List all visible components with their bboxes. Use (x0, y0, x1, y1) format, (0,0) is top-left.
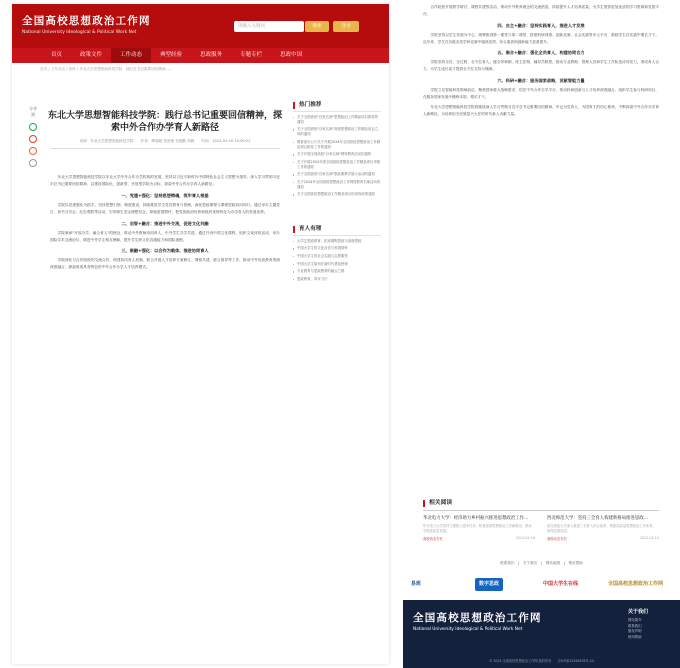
footer-about (628, 608, 674, 640)
continued-text: 合作院校开展教学研讨、课程共建等活动，推动中外教育理念的交流借鉴，持续提升人才培养质量，为学生提供更加优质的学习资源和发展平台。 (423, 5, 659, 16)
main-nav (12, 48, 389, 63)
closing-text: 东北大学思想智能科技学院将继续深入学习贯彻习近平总书记重要回信精神，牢记为党育人、为国育才的初心使命，不断探索中外合作办学育人新路径，为培养担当民族复兴大任的时代新人贡献力量。 (423, 105, 659, 117)
footer-links[interactable]: 联系我们 | 关于我们 | 网站地图 | 使用帮助 (500, 561, 583, 565)
hot-item[interactable]: 关于全国高校"百家名师"思政课教学展示活动的通知 (293, 172, 381, 177)
footer-logo[interactable] (413, 610, 542, 632)
footer-about-item[interactable]: 版权声明 (628, 629, 642, 634)
people-item[interactable]: 中国大学生的文化自信与家国情怀 (293, 246, 381, 251)
related-card-source: 高校动态专栏 (547, 537, 567, 542)
article-body (50, 174, 280, 275)
nav-news[interactable]: 工作动态 (111, 48, 151, 63)
share-label: 分享到 (29, 106, 37, 117)
section-heading-2: 二、启智+融合：推进中外交流，促进文化共融 (121, 220, 209, 226)
people-item[interactable]: 思政教育，青年力行 (293, 277, 381, 282)
people-item[interactable]: 大学生思政教育，拓宽课程思政与高校思政 (293, 239, 381, 244)
site-name-en: National University Ideological & Political Work Net (22, 30, 137, 35)
nav-service[interactable]: 思政服务 (200, 52, 223, 58)
related-card-date: 2024-04-15 (639, 536, 659, 541)
article-body-continued (423, 4, 659, 121)
footer-about-title: 关于我们 (628, 609, 649, 615)
section-text-2: 学院秉承"开放办学、融合育人"的理念，推动中外教师协同育人、中外学生共学共进。通过开设中国文化课程、组织文化体验活动、举办国际学术交流论坛，增进中外学生相互理解，提升学生跨文化沟通能力和国际视野。 (50, 230, 280, 242)
related-card-title[interactable]: 华北电力大学：经济助力乡村振兴推进思想政治工作… (423, 516, 529, 521)
hot-item[interactable]: 关于全国高校"百家名师"高校思想政治工作精品项目立项的通知 (293, 127, 381, 137)
related-divider (423, 510, 659, 511)
partner-logos (403, 574, 680, 596)
partner-logo-student-online[interactable]: 中国大学生在线 (543, 581, 579, 587)
login-button[interactable]: 登录 (333, 21, 359, 32)
hot-item[interactable]: 关于全国高校"百家名师"思想政治工作精品项目推荐的通知 (293, 115, 381, 125)
hot-item[interactable]: 教育部办公厅关于开展2024年全国高校思想政治工作精品项目推荐工作的通知 (293, 140, 381, 150)
section-text-5: 学院坚持全员、全过程、全方位育人，健全导师制、班主任制、辅导员制度，推动专业教师、管理人员和学生工作队伍协同发力，形成育人合力，为学生成长成才提供全方位支持与保障。 (423, 60, 659, 72)
copyright: © 2024 全国高校思想政治工作网 版权所有 京ICP备12345678号-24 (489, 659, 594, 663)
site-name-zh: 全国高校思想政治工作网 (22, 15, 151, 27)
footer-bar (403, 600, 680, 668)
section-text-3: 学院深化与合作院校的交流合作，构建协同育人机制，联合开展人才培养方案修订、课程共建、联合指导等工作，推动中外优质教育资源深度融合，探索形成具有特色的中外合作办学人才培养模式。 (50, 258, 280, 270)
title-divider (50, 148, 280, 149)
related-reading (423, 500, 659, 541)
sidebar (293, 102, 381, 284)
hot-item[interactable]: 关于全国高校思想政治工作精品项目结项验收的通知 (293, 192, 381, 197)
related-card[interactable] (547, 516, 659, 541)
section-text-6: 学院立足智能科技领域前沿，聚焦国家重大战略需求，依托中外合作办学平台，推动科研创新与人才培养深度融合，组织学生参与科研项目，在服务国家发展中锤炼本领、增长才干。 (423, 88, 659, 99)
article-title: 东北大学思想智能科技学院：践行总书记重要回信精神，探索中外合作办学育人新路径 (47, 111, 282, 133)
partner-logo-digital[interactable]: 数字思政 (475, 578, 503, 591)
qzone-icon[interactable] (29, 147, 37, 155)
hot-divider (293, 111, 381, 112)
article-meta: 来源：东北大学思想智能科技学院 作者：辉瑞版 张爱理 吴德勤 刘媛 时间：2024-04-16 15:09:22 (79, 139, 251, 143)
section-heading-5: 五、聚合+融合：强化全员育人，构建协同合力 (497, 50, 585, 56)
nav-cases[interactable]: 典型经验 (160, 52, 183, 58)
related-card-title[interactable]: 西北师范大学：坚持三全育人构建新格局推进思政… (547, 516, 648, 521)
share-bar (28, 106, 38, 171)
nav-policy[interactable]: 政策文件 (80, 52, 103, 58)
site-footer (403, 554, 680, 668)
footer-about-item[interactable]: 联系我们 (628, 623, 642, 628)
print-icon[interactable] (29, 159, 37, 167)
weibo-icon[interactable] (29, 135, 37, 143)
footer-site-name-zh: 全国高校思想政治工作网 (413, 612, 542, 624)
breadcrumb[interactable]: 首页 / 工作动态 / 高校 / 东北大学思想智能科技学院：践行总书记重要回信精神…… (40, 67, 173, 71)
people-item[interactable]: 专业教育与思政教育的融合之路 (293, 269, 381, 274)
site-header (12, 4, 389, 48)
nav-topics[interactable]: 专题专栏 (240, 52, 263, 58)
article-lead: 东北大学思想智能科技学院以东北大学中外合作办学机构的发展，坚持以习近平新时代中国特色社会主义思想为指导，深入学习贯彻习近平总书记重要回信精神，以建设国际化、创新型、开放型学院为目标，探索中外合作办学育人新路径。 (50, 175, 280, 186)
related-title: 相关阅读 (423, 500, 659, 507)
people-item[interactable]: 中国大学生如何在新时代勇担使命 (293, 262, 381, 267)
related-card-source: 高校动态专栏 (423, 537, 443, 542)
section-heading-4: 四、自主+融合：坚持实践育人，推进人才发展 (497, 22, 585, 28)
section-text-1: 学院以党建强化为抓手，坚持思想引领、制度建设，持续推进学生党员教育与管理，深化思政课程与课程思政同向同行。通过举办主题党日、读书分享会、红色观影等活动，引导师生坚定理想信念，厚植爱国情怀，把党的政治优势和组织优势转化为办学育人的发展优势。 (50, 202, 280, 214)
related-card-summary: 西北师范大学深入推进三全育人综合改革，构建高质量思想政治工作体系，取得显著成效。 (547, 524, 656, 533)
footer-site-name-en: National University Ideological & Political Work Net (413, 627, 523, 632)
footer-about-item[interactable]: 网站简介 (628, 618, 642, 622)
related-card-summary: 华北电力大学坚持立德树人根本任务，积极探索思想政治工作新路径，推动学校高质量发展。 (423, 524, 532, 533)
search-button[interactable]: 搜索 (305, 21, 329, 32)
people-title: 育人有理 (293, 226, 381, 233)
section-heading-6: 六、科研+融合：服务国家战略，贡献智能力量 (497, 78, 585, 84)
search-input[interactable]: 请输入关键词 (234, 21, 304, 32)
section-heading-1: 一、党建+强化：坚持思想铸魂，筑牢育人根基 (121, 192, 209, 198)
hot-item[interactable]: 关于2024年全国高校思想政治工作网络教育名师活动的通知 (293, 180, 381, 190)
article-page-bottom (403, 0, 680, 668)
related-card-date: 2024-04-16 (515, 536, 535, 541)
partner-logo-sizheng[interactable]: 全国高校思想政治工作网 (608, 581, 664, 587)
people-item[interactable]: 中国大学生的社会实践与志愿服务 (293, 254, 381, 259)
hot-item[interactable]: 关于开展全国高校"百家名师"网络教育活动的通知 (293, 152, 381, 157)
section-text-4: 学院坚持以学生发展为中心，统筹推进第一课堂与第二课堂，搭建科研训练、创新竞赛、社会实践等多元平台，鼓励学生在实践中增长才干。近年来，学生在各级各类学科竞赛中屡获佳绩，综合素质和创新能力显著提升。 (423, 32, 659, 44)
hot-title: 热门推荐 (293, 102, 381, 109)
partner-logo-yiban[interactable]: 易班 (411, 581, 422, 587)
wechat-icon[interactable] (29, 123, 37, 131)
related-card[interactable] (423, 516, 535, 541)
nav-home[interactable]: 首页 (51, 52, 63, 58)
nav-china[interactable]: 思政中国 (280, 52, 303, 58)
site-logo[interactable] (22, 13, 151, 35)
people-divider (293, 235, 381, 236)
footer-about-item[interactable]: 使用帮助 (628, 634, 642, 639)
hot-item[interactable]: 关于开展2024年度全国高校思想政治工作精品项目申报工作的通知 (293, 160, 381, 170)
article-page-top (12, 4, 389, 664)
section-heading-3: 三、聚融+强化：以合作为载体，推进协同育人 (121, 248, 209, 254)
